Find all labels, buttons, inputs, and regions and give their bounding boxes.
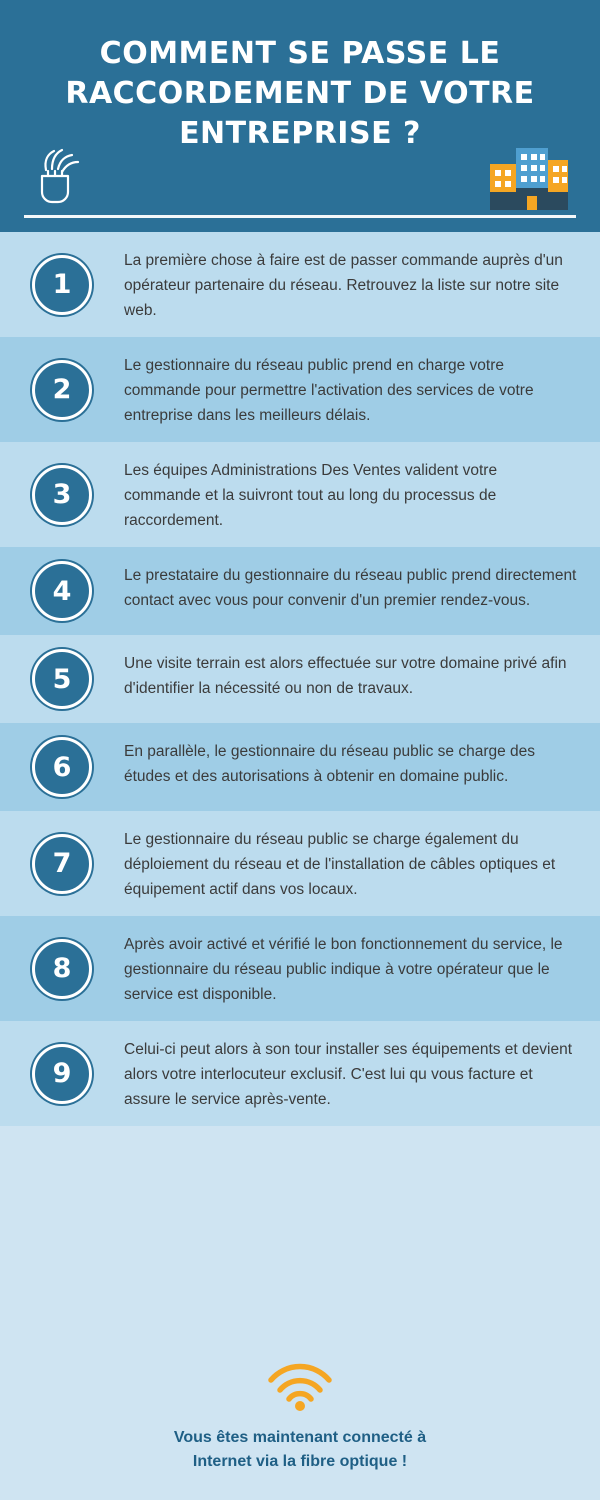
step-item-4 <box>0 547 600 635</box>
step-text-1: La première chose à faire est de passer commande auprès d'un opérateur partenaire du réseau. Retrouvez la liste sur notre site web. <box>124 252 563 319</box>
step-number-badge-6: 6 <box>32 737 92 797</box>
footer-line-2: Internet via la fibre optique ! <box>192 1453 408 1470</box>
step-number-badge-4: 4 <box>32 561 92 621</box>
header-divider <box>24 215 576 218</box>
step-text-9: Celui-ci peut alors à son tour installer ses équipements et devient alors votre interlocuteur exclusif. C'est lui qu vous facture et assure le service après-vente. <box>124 1041 573 1108</box>
step-item-6 <box>0 723 600 811</box>
office-building-icon <box>486 138 572 210</box>
step-badge-wrap-9 <box>0 1044 124 1104</box>
step-number-badge-2: 2 <box>32 360 92 420</box>
hand-fiber-icon <box>28 148 88 210</box>
step-number-badge-1: 1 <box>32 255 92 315</box>
step-text-2: Le gestionnaire du réseau public prend en charge votre commande pour permettre l'activation des services de votre entreprise dans les meilleurs délais. <box>124 357 534 424</box>
step-item-7 <box>0 811 600 916</box>
step-item-8 <box>0 916 600 1021</box>
step-badge-wrap-2 <box>0 360 124 420</box>
step-badge-wrap-8 <box>0 939 124 999</box>
step-number-badge-8: 8 <box>32 939 92 999</box>
header <box>0 0 600 232</box>
step-badge-wrap-7 <box>0 834 124 894</box>
step-text-7: Le gestionnaire du réseau public se charge également du déploiement du réseau et de l'installation de câbles optiques et équipement actif dans vos locaux. <box>124 831 556 898</box>
step-text-5: Une visite terrain est alors effectuée sur votre domaine privé afin d'identifier la nécessité ou non de travaux. <box>124 655 567 697</box>
step-item-9 <box>0 1021 600 1126</box>
step-item-5 <box>0 635 600 723</box>
step-number-badge-9: 9 <box>32 1044 92 1104</box>
step-badge-wrap-1 <box>0 255 124 315</box>
step-text-3: Les équipes Administrations Des Ventes valident votre commande et la suivront tout au long du processus de raccordement. <box>124 462 498 529</box>
wifi-signal-icon <box>263 1356 337 1412</box>
footer-line-1: Vous êtes maintenant connecté à <box>173 1429 427 1446</box>
step-item-3 <box>0 442 600 547</box>
page-title: COMMENT SE PASSE LE RACCORDEMENT DE VOTRE ENTREPRISE ? <box>65 36 535 151</box>
step-text-6: En parallèle, le gestionnaire du réseau public se charge des études et des autorisations à obtenir en domaine public. <box>124 743 536 785</box>
steps-list <box>0 232 600 1330</box>
step-text-8: Après avoir activé et vérifié le bon fonctionnement du service, le gestionnaire du réseau public indique à votre opérateur que le service est disponible. <box>124 936 563 1003</box>
step-text-4: Le prestataire du gestionnaire du réseau public prend directement contact avec vous pour convenir d'un premier rendez-vous. <box>124 567 577 609</box>
step-item-2 <box>0 337 600 442</box>
step-badge-wrap-3 <box>0 465 124 525</box>
step-badge-wrap-4 <box>0 561 124 621</box>
step-badge-wrap-5 <box>0 649 124 709</box>
step-badge-wrap-6 <box>0 737 124 797</box>
step-number-badge-5: 5 <box>32 649 92 709</box>
footer <box>0 1330 600 1500</box>
step-item-1 <box>0 232 600 337</box>
step-number-badge-7: 7 <box>32 834 92 894</box>
step-number-badge-3: 3 <box>32 465 92 525</box>
